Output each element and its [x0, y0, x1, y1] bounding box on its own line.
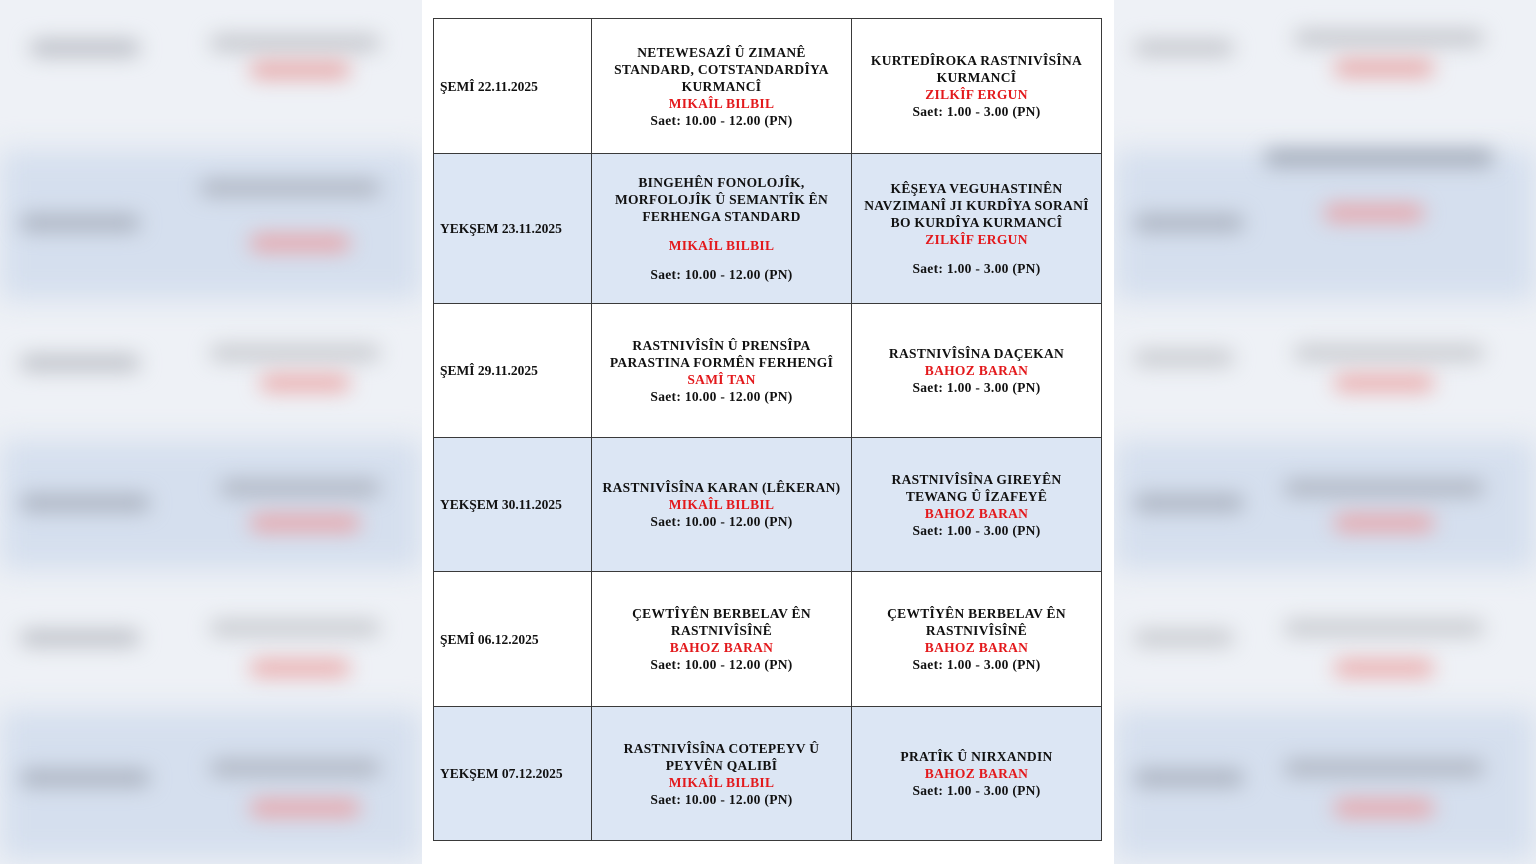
course-title: RASTNIVÎSÎNA DAÇEKAN: [888, 346, 1065, 361]
schedule-table: [433, 18, 1102, 841]
teacher-name: MIKAÎL BILBIL: [668, 238, 775, 253]
course-time: Saet: 1.00 - 3.00 (PN): [912, 104, 1041, 119]
afternoon-course-cell: [852, 572, 1102, 707]
afternoon-course-cell: [852, 438, 1102, 572]
day-cell: ŞEMÎ 06.12.2025: [434, 572, 592, 707]
teacher-name: MIKAÎL BILBIL: [668, 774, 775, 790]
course-time: Saet: 1.00 - 3.00 (PN): [912, 522, 1041, 538]
teacher-name: BAHOZ BARAN: [924, 766, 1029, 781]
morning-course-cell: [592, 438, 852, 572]
course-time: Saet: 10.00 - 12.00 (PN): [650, 791, 793, 807]
course-time: Saet: 10.00 - 12.00 (PN): [650, 514, 793, 529]
afternoon-course-cell: [852, 707, 1102, 841]
teacher-name: BAHOZ BARAN: [924, 640, 1029, 655]
course-title: BINGEHÊN FONOLOJÎK, MORFOLOJÎK Û SEMANTÎK ÊN FERHENGA STANDARD: [614, 175, 829, 224]
course-time: Saet: 10.00 - 12.00 (PN): [650, 388, 793, 404]
schedule-row: [434, 154, 1102, 304]
course-title: KURTEDÎROKA RASTNIVÎSÎNA KURMANCÎ: [870, 53, 1083, 85]
schedule-row: [434, 19, 1102, 154]
course-title: RASTNIVÎSÎNA KARAN (LÊKERAN): [602, 480, 841, 495]
teacher-name: SAMÎ TAN: [687, 371, 756, 387]
blurred-background-right: [1114, 0, 1536, 864]
morning-course-cell: [592, 707, 852, 841]
teacher-name: BAHOZ BARAN: [924, 363, 1029, 378]
schedule-row: [434, 438, 1102, 572]
teacher-name: ZILKÎF ERGUN: [925, 87, 1028, 102]
course-time: Saet: 1.00 - 3.00 (PN): [912, 380, 1041, 395]
course-time: Saet: 1.00 - 3.00 (PN): [912, 783, 1041, 798]
teacher-name: MIKAÎL BILBIL: [668, 497, 775, 512]
course-time: Saet: 10.00 - 12.00 (PN): [650, 112, 793, 128]
teacher-name: ZILKÎF ERGUN: [925, 232, 1028, 247]
morning-course-cell: [592, 304, 852, 438]
teacher-name: BAHOZ BARAN: [669, 640, 774, 655]
course-title: RASTNIVÎSÎNA GIREYÊN TEWANG Û ÎZAFEYÊ: [891, 471, 1062, 504]
day-cell: ŞEMÎ 22.11.2025: [434, 19, 592, 154]
day-cell: YEKŞEM 07.12.2025: [434, 707, 592, 841]
schedule-row: [434, 707, 1102, 841]
course-time: Saet: 1.00 - 3.00 (PN): [912, 657, 1041, 672]
teacher-name: BAHOZ BARAN: [924, 505, 1029, 521]
course-time: Saet: 10.00 - 12.00 (PN): [650, 267, 793, 282]
schedule-row: [434, 572, 1102, 707]
course-time: Saet: 1.00 - 3.00 (PN): [912, 261, 1041, 276]
day-cell: YEKŞEM 23.11.2025: [434, 154, 592, 304]
morning-course-cell: [592, 19, 852, 154]
course-title: RASTNIVÎSÎN Û PRENSÎPA PARASTINA FORMÊN FERHENGÎ: [609, 337, 834, 370]
afternoon-course-cell: [852, 19, 1102, 154]
course-title: ÇEWTÎYÊN BERBELAV ÊN RASTNIVÎSÎNÊ: [887, 606, 1066, 638]
teacher-name: MIKAÎL BILBIL: [668, 95, 775, 111]
day-cell: YEKŞEM 30.11.2025: [434, 438, 592, 572]
day-cell: ŞEMÎ 29.11.2025: [434, 304, 592, 438]
schedule-row: [434, 304, 1102, 438]
course-title: PRATÎK Û NIRXANDIN: [900, 749, 1053, 764]
afternoon-course-cell: [852, 154, 1102, 304]
blurred-background-left: [0, 0, 422, 864]
course-title: RASTNIVÎSÎNA COTEPEYV Û PEYVÊN QALIBÎ: [623, 740, 820, 773]
course-title: NETEWESAZÎ Û ZIMANÊ STANDARD, COTSTANDARDÎYA KURMANCÎ: [614, 44, 829, 94]
course-title: ÇEWTÎYÊN BERBELAV ÊN RASTNIVÎSÎNÊ: [632, 606, 811, 638]
course-title: KÊŞEYA VEGUHASTINÊN NAVZIMANÎ JI KURDÎYA SORANÎ BO KURDÎYA KURMANCÎ: [864, 181, 1089, 230]
morning-course-cell: [592, 154, 852, 304]
course-time: Saet: 10.00 - 12.00 (PN): [650, 657, 793, 672]
afternoon-course-cell: [852, 304, 1102, 438]
morning-course-cell: [592, 572, 852, 707]
